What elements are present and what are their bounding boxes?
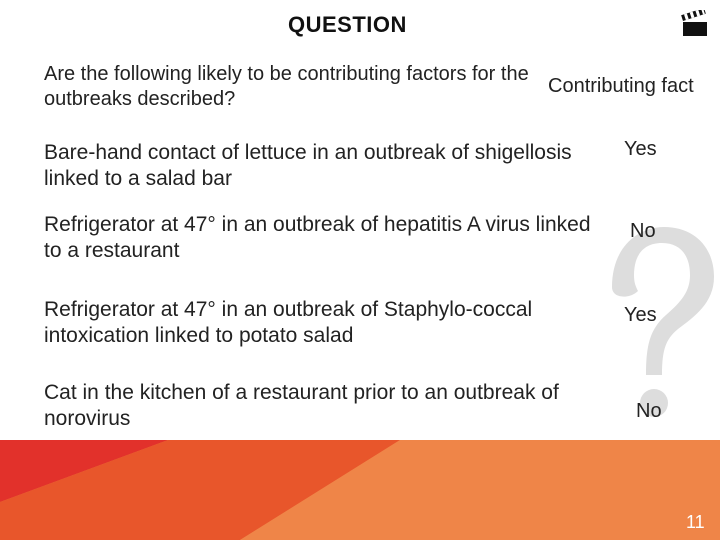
question-item: Refrigerator at 47° in an outbreak of hepatitis A virus linked to a restaurant [44, 213, 591, 262]
column-header: Contributing fact [548, 75, 694, 97]
question-item: Refrigerator at 47° in an outbreak of Staphylo-coccal intoxication linked to potato salad [44, 298, 533, 347]
clapperboard-icon [680, 10, 710, 38]
slide-title: QUESTION [288, 12, 407, 37]
intro-question: Are the following likely to be contributing factors for the outbreaks described? [44, 63, 529, 110]
footer-banner [0, 440, 720, 540]
answer-label: Yes [624, 138, 657, 160]
answer-label: Yes [624, 304, 657, 326]
question-item: Cat in the kitchen of a restaurant prior to an outbreak of norovirus [44, 381, 559, 430]
question-item: Bare-hand contact of lettuce in an outbreak of shigellosis linked to a salad bar [44, 141, 572, 190]
answer-label: No [630, 220, 656, 242]
page-number: 11 [686, 512, 705, 532]
answer-label: No [636, 400, 662, 422]
